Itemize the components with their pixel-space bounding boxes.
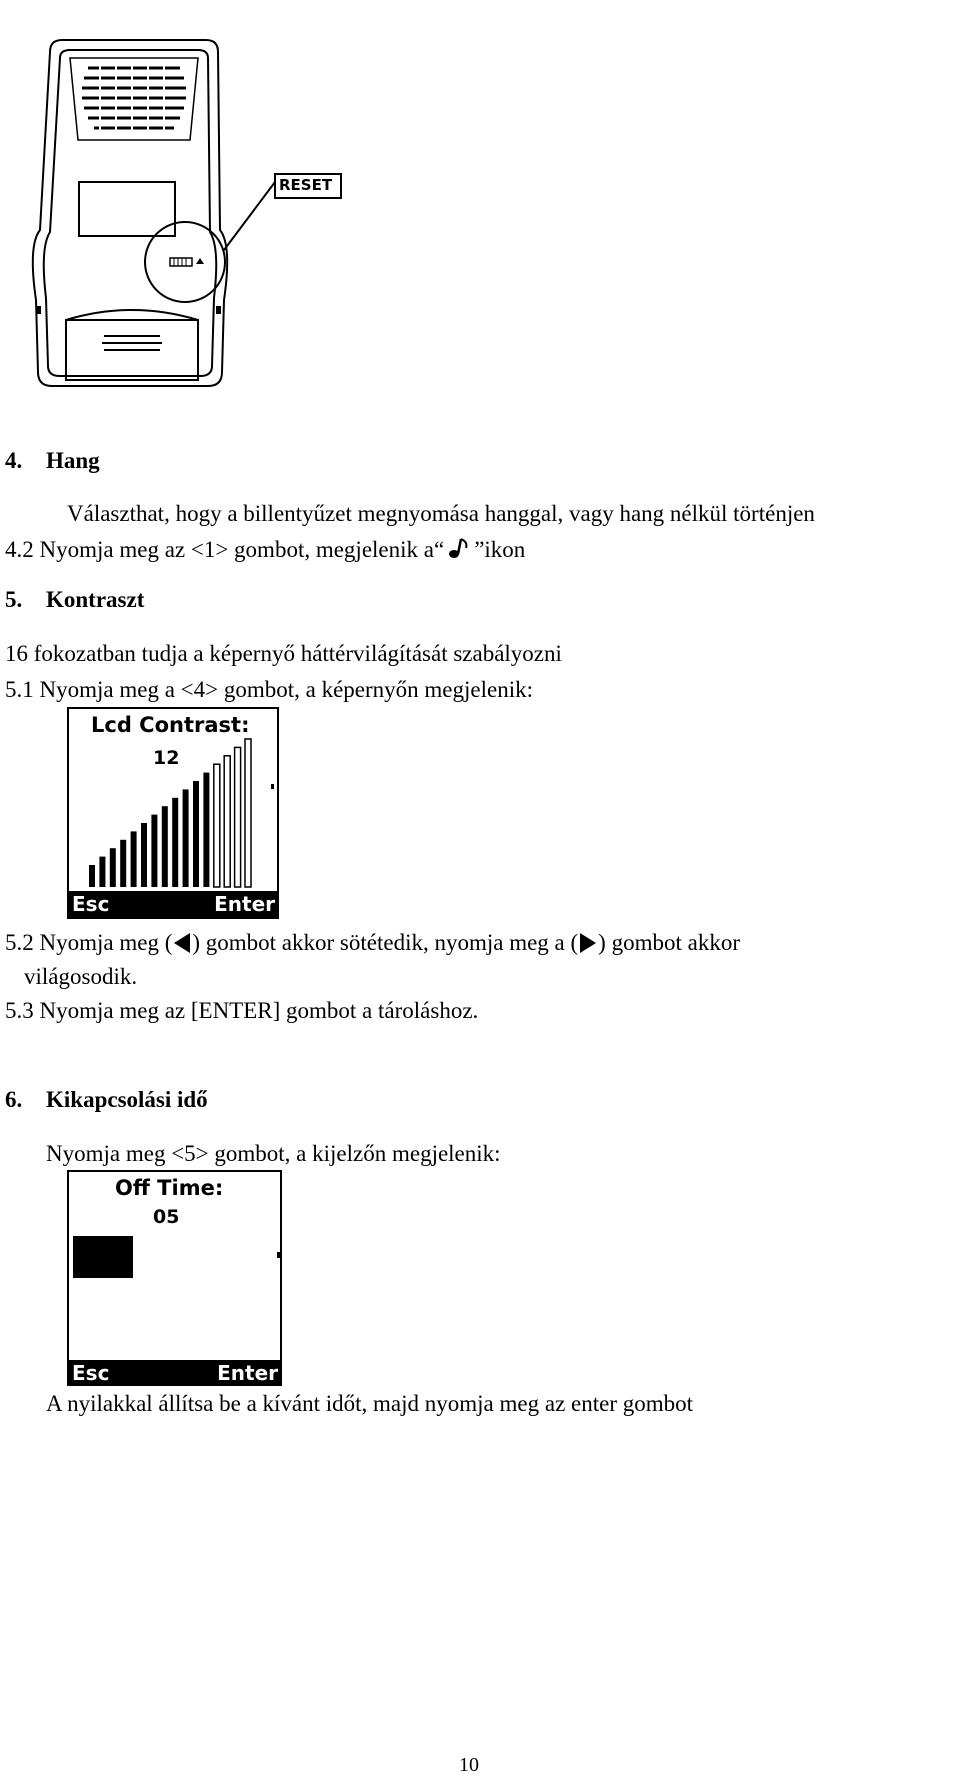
lcd-offtime-tick	[277, 1252, 280, 1258]
contrast-bar-filled	[183, 789, 189, 887]
section-6-number: 6.	[5, 1087, 23, 1112]
section-5-step-2-part-b: ) gombot akkor sötétedik, nyomja meg a (	[192, 930, 579, 955]
contrast-bar-filled	[131, 831, 137, 887]
lcd-contrast-value: 12	[153, 747, 180, 769]
contrast-bar-filled	[99, 857, 105, 887]
contrast-bar-filled	[110, 848, 116, 887]
section-5-step-2-part-a: 5.2 Nyomja meg (	[5, 930, 173, 955]
device-illustration	[0, 0, 360, 420]
section-5-description: 16 fokozatban tudja a képernyő háttérvilágítását szabályozni	[5, 641, 562, 666]
lcd-offtime-value: 05	[153, 1206, 180, 1228]
lcd-offtime-title: Off Time:	[115, 1176, 224, 1200]
lcd-offtime-enter: Enter	[217, 1361, 278, 1385]
lcd-contrast-esc: Esc	[72, 892, 110, 916]
contrast-bar-filled	[151, 815, 157, 887]
contrast-bar-filled	[120, 840, 126, 887]
contrast-bar-filled	[193, 781, 199, 887]
lcd-offtime-screen	[67, 1170, 282, 1386]
lcd-offtime-softkey-bar	[69, 1360, 280, 1384]
left-arrow-icon	[174, 933, 190, 953]
section-5-heading: Kontraszt	[46, 587, 145, 612]
section-4-heading: Hang	[46, 448, 100, 473]
contrast-bar-filled	[141, 823, 147, 887]
section-5-step-2-continued: világosodik.	[24, 964, 138, 989]
lcd-contrast-title: Lcd Contrast:	[91, 713, 250, 737]
lcd-offtime-block	[73, 1236, 133, 1278]
right-arrow-icon	[580, 933, 596, 953]
section-5-step-2	[5, 929, 740, 957]
reset-label: RESET	[279, 176, 333, 194]
lcd-contrast-softkey-bar	[69, 891, 277, 917]
contrast-bar-empty	[224, 756, 230, 887]
contrast-bar-empty	[235, 747, 241, 887]
music-note-icon	[444, 536, 474, 558]
contrast-level-bars	[69, 709, 277, 917]
page-number: 10	[459, 1754, 479, 1776]
section-4-step-suffix: ”ikon	[474, 537, 526, 562]
contrast-bar-empty	[214, 764, 220, 887]
lcd-contrast-enter: Enter	[214, 892, 275, 916]
lcd-offtime-esc: Esc	[72, 1361, 110, 1385]
section-6-heading: Kikapcsolási idő	[46, 1087, 208, 1112]
device-drawing	[0, 0, 360, 420]
section-6-step: Nyomja meg <5> gombot, a kijelzőn megjelenik:	[46, 1141, 501, 1166]
section-6-after-text: A nyilakkal állítsa be a kívánt időt, majd nyomja meg az enter gombot	[46, 1391, 694, 1416]
section-5-number: 5.	[5, 587, 23, 612]
contrast-edge-tick	[271, 784, 274, 789]
lcd-contrast-screen	[67, 707, 279, 919]
contrast-bar-filled	[162, 806, 168, 887]
section-4-description: Választhat, hogy a billentyűzet megnyomása hanggal, vagy hang nélkül történjen	[67, 501, 815, 526]
section-5-step-3: 5.3 Nyomja meg az [ENTER] gombot a tároláshoz.	[5, 998, 479, 1023]
section-4-step	[5, 536, 525, 564]
contrast-bar-filled	[203, 773, 209, 887]
section-4-number: 4.	[5, 448, 23, 473]
section-5-step-2-part-c: ) gombot akkor	[598, 930, 740, 955]
section-4-step-text: 4.2 Nyomja meg az <1> gombot, megjelenik a“	[5, 537, 445, 562]
contrast-bar-filled	[172, 798, 178, 887]
contrast-bar-filled	[89, 865, 95, 887]
section-5-step-1: 5.1 Nyomja meg a <4> gombot, a képernyőn megjelenik:	[5, 677, 533, 702]
contrast-bar-empty	[245, 739, 251, 887]
